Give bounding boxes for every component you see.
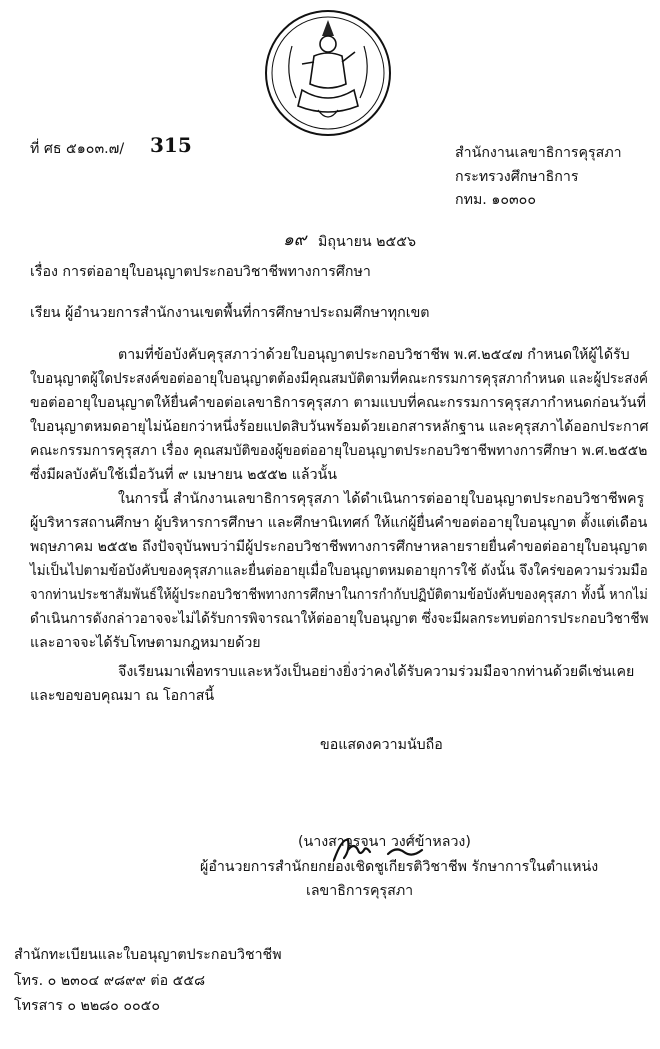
recipient-line: เรียน ผู้อำนวยการสำนักงานเขตพื้นที่การศึกษาประถมศึกษาทุกเขต [30,305,430,321]
paragraph-line: พฤษภาคม ๒๕๕๒ ถึงปัจจุบันพบว่ามีผู้ประกอบวิชาชีพทางการศึกษาหลายรายยื่นคำขอต่ออายุใบอนุญาต [30,539,648,555]
document-number: 315 [150,133,192,157]
signer-title-1: ผู้อำนวยการสำนักยกย่องเชิดชูเกียรติวิชาชีพ รักษาการในตำแหน่ง [200,859,599,875]
closing-salutation: ขอแสดงความนับถือ [320,737,443,753]
paragraph-line: และอาจจะได้รับโทษตามกฎหมายด้วย [30,635,261,651]
paragraph-line: ดำเนินการดังกล่าวอาจจะไม่ได้รับการพิจารณาให้ต่ออายุใบอนุญาต ซึ่งจะมีผลกระทบต่อการประกอบวิชาชีพ [30,611,649,627]
signer-title-2: เลขาธิการคุรุสภา [306,883,414,899]
paragraph-line: ผู้บริหารสถานศึกษา ผู้บริหารการศึกษา และศึกษานิเทศก์ ให้แก่ผู้ยื่นคำขอต่ออายุใบอนุญาต ตั้งแต่เดือน [30,515,648,531]
reference-number: ที่ ศธ ๕๑๐๓.๗/ [30,141,125,157]
paragraph-line: ในการนี้ สำนักงานเลขาธิการคุรุสภา ได้ดำเนินการต่ออายุใบอนุญาตประกอบวิชาชีพครู [118,491,645,507]
paragraph-line: ซึ่งมีผลบังคับใช้เมื่อวันที่ ๙ เมษายน ๒๕๕๒ แล้วนั้น [30,467,337,483]
emblem-seal-icon [262,6,394,140]
date-month-year: มิถุนายน ๒๕๕๖ [318,234,416,250]
paragraph-line: ใบอนุญาตหมดอายุไม่น้อยกว่าหนึ่งร้อยแปดสิบวันพร้อมด้วยเอกสารหลักฐาน และคุรุสภาได้ออกประกาศ [30,419,649,435]
paragraph-line: และขอขอบคุณมา ณ โอกาสนี้ [30,688,215,704]
paragraph-line: ไม่เป็นไปตามข้อบังคับของคุรุสภาและยื่นต่ออายุเมื่อใบอนุญาตหมดอายุการใช้ ดังนั้น จึงใคร่ขอความร่วมมือ [30,563,648,579]
org-line-2: กระทรวงศึกษาธิการ [455,169,579,185]
date-day: ๑๙ [283,230,307,250]
footer-phone: โทร. ๐ ๒๓๐๔ ๙๘๙๙ ต่อ ๕๕๘ [14,973,206,989]
org-line-1: สำนักงานเลขาธิการคุรุสภา [455,145,622,161]
paragraph-line: ขอต่ออายุใบอนุญาตให้ยื่นคำขอต่อเลขาธิการคุรุสภา ตามแบบที่คณะกรรมการคุรุสภากำหนดก่อนวันที่ [30,395,646,411]
footer-fax: โทรสาร ๐ ๒๒๘๐ ๐๐๕๐ [14,998,161,1014]
paragraph-line: จากท่านประชาสัมพันธ์ให้ผู้ประกอบวิชาชีพทางการศึกษาในการกำกับปฏิบัติตามข้อบังคับของคุรุสภา ทั้งนี้ หากไม่ [30,587,648,603]
paragraph-line: ตามที่ข้อบังคับคุรุสภาว่าด้วยใบอนุญาตประกอบวิชาชีพ พ.ศ.๒๕๔๗ กำหนดให้ผู้ได้รับ [118,347,630,363]
footer-office: สำนักทะเบียนและใบอนุญาตประกอบวิชาชีพ [14,947,282,963]
paragraph-line: ใบอนุญาตผู้ใดประสงค์ขอต่ออายุใบอนุญาตต้องมีคุณสมบัติตามที่คณะกรรมการคุรุสภากำหนด และผู้ประสงค์ [30,371,649,387]
subject-line: เรื่อง การต่ออายุใบอนุญาตประกอบวิชาชีพทางการศึกษา [30,264,371,280]
paragraph-line: จึงเรียนมาเพื่อทราบและหวังเป็นอย่างยิ่งว่าคงได้รับความร่วมมือจากท่านด้วยดีเช่นเคย [118,664,635,680]
paragraph-line: คณะกรรมการคุรุสภา เรื่อง คุณสมบัติของผู้ขอต่ออายุใบอนุญาตประกอบวิชาชีพทางการศึกษา พ.ศ.๒๕๕๒ [30,443,648,459]
signer-name: (นางสาวรจนา วงศ์ข้าหลวง) [298,834,471,850]
org-line-3: กทม. ๑๐๓๐๐ [455,192,536,208]
